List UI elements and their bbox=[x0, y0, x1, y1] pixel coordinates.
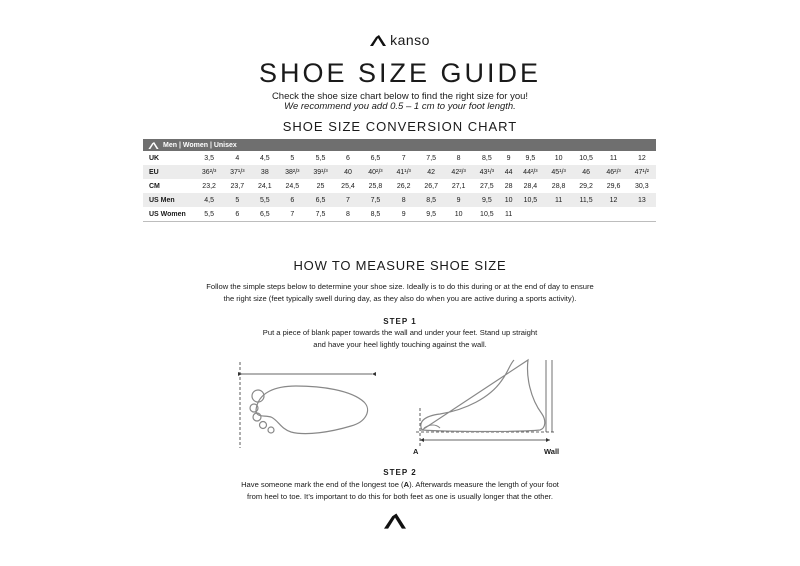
kanso-logo-icon bbox=[384, 512, 406, 530]
step-2-line-1-bold: A bbox=[403, 480, 410, 489]
row-label: US Women bbox=[143, 207, 195, 222]
table-cell: 25,4 bbox=[341, 182, 355, 190]
table-cell: 36²/³ bbox=[195, 165, 223, 179]
row-label: UK bbox=[149, 154, 160, 162]
table-cell bbox=[516, 207, 544, 222]
label-a: A bbox=[413, 447, 419, 456]
table-cell: 26,2 bbox=[396, 182, 411, 190]
table-cell: 37¹/³ bbox=[223, 165, 251, 179]
table-cell: 9 bbox=[506, 154, 511, 162]
subtitle bbox=[0, 92, 800, 112]
table-cell: 7 bbox=[278, 207, 306, 222]
table-cell: 6 bbox=[223, 207, 251, 222]
table-cell: 38 bbox=[251, 165, 278, 179]
table-cell: 8 bbox=[456, 154, 461, 162]
table-cell: 42 bbox=[418, 165, 445, 179]
table-cell: 9,5 bbox=[473, 193, 501, 207]
table-cell: 25 bbox=[316, 182, 325, 190]
table-cell: 24,5 bbox=[285, 182, 300, 190]
table-cell: 43¹/³ bbox=[473, 165, 501, 179]
table-cell: 39¹/³ bbox=[306, 165, 334, 179]
step-2-text bbox=[0, 479, 800, 503]
table-cell: 7 bbox=[335, 193, 362, 207]
step-2-line-1 bbox=[0, 479, 800, 491]
step-1-title: STEP 1 bbox=[383, 317, 417, 326]
table-cell bbox=[599, 207, 627, 222]
table-cell: 10 bbox=[554, 154, 563, 162]
step-2-line-1-post: ). Afterwards measure the length of your foot bbox=[409, 480, 559, 489]
table-cell: 8,5 bbox=[361, 207, 389, 222]
step-1-text bbox=[0, 327, 800, 351]
table-cell: 6 bbox=[346, 154, 350, 162]
table-cell bbox=[628, 207, 656, 222]
table-row bbox=[143, 165, 656, 179]
table-cell: 46 bbox=[573, 165, 600, 179]
table-cell: 40²/³ bbox=[361, 165, 389, 179]
table-cell: 8,5 bbox=[482, 154, 492, 162]
table-cell: 9,5 bbox=[525, 154, 536, 162]
table-cell: 12 bbox=[599, 193, 627, 207]
table-cell: 11 bbox=[545, 193, 573, 207]
foot-top-view-illustration bbox=[236, 360, 381, 452]
table-cell: 29,2 bbox=[579, 182, 593, 190]
table-cell: 7,5 bbox=[306, 207, 334, 222]
table-cell: 6,5 bbox=[370, 154, 381, 162]
table-cell bbox=[573, 207, 600, 222]
table-cell: 8,5 bbox=[418, 193, 445, 207]
kanso-logo-icon bbox=[370, 35, 386, 46]
row-label: CM bbox=[149, 182, 160, 190]
table-cell bbox=[545, 207, 573, 222]
table-cell: 10,5 bbox=[579, 154, 593, 162]
table-cell: 4,5 bbox=[259, 154, 270, 162]
table-header-label: Men | Women | Unisex bbox=[163, 141, 237, 149]
table-cell: 7,5 bbox=[361, 193, 389, 207]
table-cell: 28,4 bbox=[523, 182, 538, 190]
table-cell: 8 bbox=[390, 193, 418, 207]
table-cell: 28,8 bbox=[551, 182, 566, 190]
table-row bbox=[143, 151, 656, 165]
subtitle-line-1: Check the shoe size chart below to find the right size for you! bbox=[271, 91, 529, 102]
row-label: EU bbox=[143, 165, 195, 179]
table-cell: 41¹/³ bbox=[390, 165, 418, 179]
table-cell: 30,3 bbox=[635, 182, 649, 190]
table-cell: 44²/³ bbox=[516, 165, 544, 179]
measure-title: HOW TO MEASURE SHOE SIZE bbox=[293, 258, 507, 273]
table-cell: 4 bbox=[235, 154, 240, 162]
table-cell: 7 bbox=[401, 154, 406, 162]
table-cell: 4,5 bbox=[195, 193, 223, 207]
table-cell: 7,5 bbox=[426, 154, 437, 162]
table-cell: 27,5 bbox=[480, 182, 494, 190]
table-cell: 10,5 bbox=[516, 193, 544, 207]
table-cell: 10 bbox=[501, 193, 516, 207]
foot-side-view-illustration bbox=[410, 358, 570, 446]
step-2-line-1-pre: Have someone mark the end of the longest toe ( bbox=[241, 480, 404, 489]
table-cell: 10 bbox=[445, 207, 473, 222]
brand-logo bbox=[0, 32, 800, 48]
table-cell: 11,5 bbox=[573, 193, 600, 207]
table-cell: 28 bbox=[504, 182, 513, 190]
intro-line-2: the right size (feet typically swell during day, as they also do when you are active during a sports activity). bbox=[223, 294, 577, 303]
measure-intro bbox=[0, 281, 800, 305]
subtitle-line-2: We recommend you add 0.5 – 1 cm to your foot length. bbox=[284, 101, 516, 112]
label-wall: Wall bbox=[544, 447, 560, 456]
brand-name: kanso bbox=[390, 32, 430, 48]
table-cell: 23,7 bbox=[230, 182, 245, 190]
table-cell: 25,8 bbox=[368, 182, 383, 190]
table-cell: 47¹/² bbox=[628, 165, 656, 179]
table-cell: 26,7 bbox=[424, 182, 438, 190]
table-cell: 5,5 bbox=[315, 154, 326, 162]
table-row bbox=[143, 193, 656, 207]
table-cell: 38²/³ bbox=[278, 165, 306, 179]
size-conversion-table bbox=[143, 139, 656, 222]
table-cell: 23,2 bbox=[202, 182, 216, 190]
table-cell: 12 bbox=[637, 154, 646, 162]
table-header bbox=[143, 139, 656, 151]
table-cell: 24,1 bbox=[258, 182, 272, 190]
table-cell: 5,5 bbox=[251, 193, 278, 207]
intro-line-1: Follow the simple steps below to determine your shoe size. Ideally is to do this during or at the end of day to ensure bbox=[206, 282, 594, 291]
table-cell: 5,5 bbox=[195, 207, 223, 222]
table-cell: 5 bbox=[223, 193, 251, 207]
table-cell: 6,5 bbox=[306, 193, 334, 207]
chart-title: SHOE SIZE CONVERSION CHART bbox=[282, 119, 518, 134]
table-cell: 8 bbox=[335, 207, 362, 222]
kanso-logo-icon bbox=[148, 142, 159, 149]
table-cell: 27,1 bbox=[451, 182, 466, 190]
table-cell: 11 bbox=[609, 154, 618, 162]
table-row bbox=[143, 179, 656, 193]
step-1-line-2: and have your heel lightly touching against the wall. bbox=[313, 340, 487, 349]
table-cell: 46²/³ bbox=[599, 165, 627, 179]
step-1-line-1: Put a piece of blank paper towards the wall and under your feet. Stand up straight bbox=[262, 328, 538, 337]
table-cell: 11 bbox=[501, 207, 516, 222]
table-cell: 40 bbox=[335, 165, 362, 179]
table-cell: 9 bbox=[445, 193, 473, 207]
step-2-title: STEP 2 bbox=[383, 468, 417, 477]
table-cell: 29,6 bbox=[606, 182, 621, 190]
table-cell: 44 bbox=[501, 165, 516, 179]
table-cell: 3,5 bbox=[204, 154, 214, 162]
table-cell: 42²/³ bbox=[445, 165, 473, 179]
row-label: US Men bbox=[143, 193, 195, 207]
table-cell: 9,5 bbox=[418, 207, 445, 222]
table-cell: 10,5 bbox=[473, 207, 501, 222]
table-cell: 45¹/³ bbox=[545, 165, 573, 179]
table-row bbox=[143, 207, 656, 222]
step-2-line-2: from heel to toe. It’s important to do this for both feet as one is usually longer that the other. bbox=[247, 492, 553, 501]
table-cell: 6,5 bbox=[251, 207, 278, 222]
table-cell: 13 bbox=[628, 193, 656, 207]
table-cell: 5 bbox=[290, 154, 295, 162]
table-cell: 9 bbox=[390, 207, 418, 222]
table-cell: 6 bbox=[278, 193, 306, 207]
page-title: SHOE SIZE GUIDE bbox=[258, 58, 542, 88]
